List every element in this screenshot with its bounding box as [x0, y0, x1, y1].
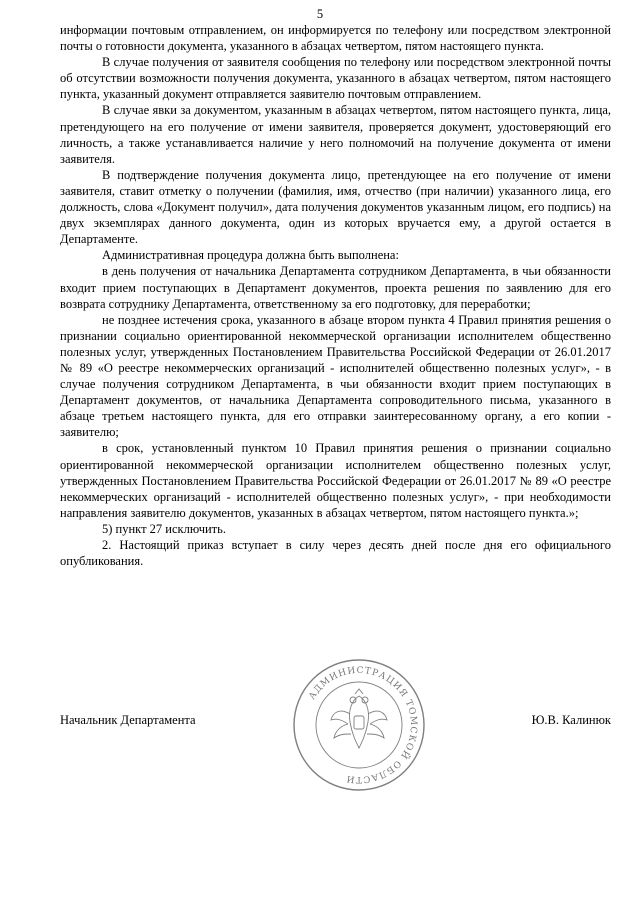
paragraph: 5) пункт 27 исключить.	[102, 521, 226, 536]
signatory-position: Начальник Департамента	[60, 713, 196, 727]
seal-text: АДМИНИСТРАЦИЯ ТОМСКОЙ ОБЛАСТИ	[307, 665, 419, 785]
signatory-name: Ю.В. Калинюк	[531, 713, 611, 727]
paragraph: В случае получения от заявителя сообщения по телефону или посредством электронной почты об отсутствии возможности получения документа, указанного в абзацах четвертом, пятом настоящего пункта, указанный документ отправляется заявителю почтовым отправлением.	[60, 55, 611, 102]
paragraph: 2. Настоящий приказ вступает в силу через десять дней после дня его официального опубликования.	[60, 538, 611, 569]
paragraph: В случае явки за документом, указанным в абзацах четвертом, пятом настоящего пункта, лица, претендующего на его получение от имени заявителя, проверяется документ, удостоверяющий его личность, а также устанавливается наличие у него полномочий на получение документа от имени заявителя.	[60, 103, 611, 166]
paragraph: не позднее истечения срока, указанного в абзаце втором пункта 4 Правил принятия решения о признании социально ориентированной некоммерческой организации исполнителем общественно полезных услуг, утвержденных Постановлением Правительства Российской Федерации от 26.01.2017 № 89 «О реестре некоммерческих организаций - исполнителей общественно полезных услуг», - в случае получения сотрудником Департамента, в чьи обязанности входит прием поступающих в Департамент документов, от начальника Департамента сопроводительного письма, указанного в абзаце третьем настоящего пункта, для его отправки заинтересованному органу, а его копии - заявителю;	[60, 312, 611, 440]
paragraph: Административная процедура должна быть выполнена:	[102, 248, 399, 263]
page-number: 5	[316, 7, 324, 21]
paragraph: В подтверждение получения документа лицо, претендующее на его получение от имени заявителя, ставит отметку о получении (фамилия, имя, отчество (при наличии) указанного лица, его должность, слова «Документ получил», дата получения документов указанным лицом, его подпись) на двух экземплярах данного документа, один из которых вручается ему, а другой остается в Департаменте.	[60, 167, 611, 247]
signature-block	[60, 712, 611, 730]
paragraph: информации почтовым отправлением, он информируется по телефону или посредством электронной почты о готовности документа, указанного в абзацах четвертом, пятом настоящего пункта.	[60, 23, 611, 54]
paragraph: в день получения от начальника Департамента сотрудником Департамента, в чьи обязанности входит прием поступающих в Департамент документов, проекта решения по заявлению для его возврата сотруднику Департамента, ответственному за его подготовку, для переработки;	[60, 264, 611, 311]
document-body	[60, 22, 611, 569]
paragraph: в срок, установленный пунктом 10 Правил принятия решения о признании социально ориентированной некоммерческой организации исполнителем общественно полезных услуг, утвержденных Постановлением Правительства Российской Федерации от 26.01.2017 № 89 «О реестре некоммерческих организаций - исполнителей общественно полезных услуг», - при необходимости направления заявителю документов, указанных в абзацах четвертом, пятом настоящего пункта.»;	[60, 441, 611, 520]
